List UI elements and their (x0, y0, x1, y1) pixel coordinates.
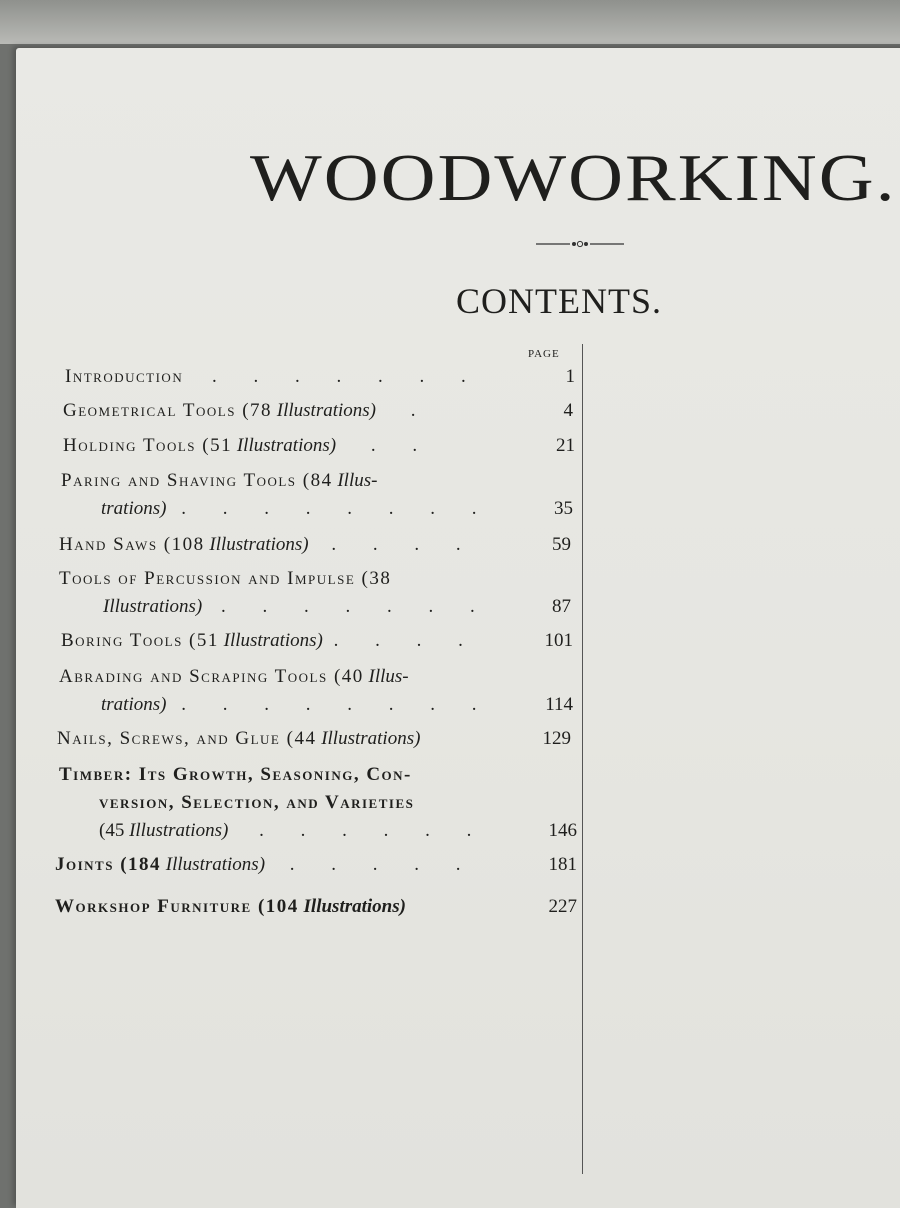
toc-entry-page: 227 (548, 896, 577, 917)
toc-entry-page: 114 (545, 694, 573, 715)
leader-dots: . (410, 400, 432, 421)
leader-dots: . . . . . (289, 854, 477, 875)
toc-entry-title: Abrading and Scraping Tools (40 (59, 666, 364, 687)
toc-entry-illustrations: Illustrations) (165, 854, 266, 875)
toc-entry-page: 35 (554, 498, 573, 519)
toc-entry-illustrations: Illustrations) (223, 630, 323, 651)
toc-entry-illustrations: Illustrations) (321, 728, 421, 749)
page-column-rule (582, 344, 583, 1174)
contents-heading: CONTENTS. (456, 281, 662, 321)
toc-entry-title: Geometrical Tools (78 (63, 400, 273, 421)
toc-entry-title: Boring Tools (51 (61, 630, 219, 651)
toc-entry-page: 1 (565, 366, 575, 387)
toc-entry-page: 4 (563, 400, 573, 421)
leader-dots: . . . . . . . . (181, 498, 493, 519)
toc-entry-page: 146 (548, 820, 577, 841)
toc-entry-page: 21 (556, 435, 575, 456)
toc-entry-illustrations: Illustrations) (129, 820, 229, 841)
toc-entry-title: Nails, Screws, and Glue (44 (57, 728, 317, 749)
leader-dots: . . (370, 435, 434, 456)
leader-dots: . . . . . . (259, 820, 488, 841)
toc-entry-illustrations: Illustrations) (103, 596, 203, 617)
toc-entry-illustrations: Illustrations) (276, 400, 377, 421)
toc-entry-page: 181 (548, 854, 577, 875)
toc-entry-illustrations: Illus- (337, 470, 378, 491)
toc-entry-title: Paring and Shaving Tools (84 (61, 470, 333, 491)
toc-entry-title: Timber: Its Growth, Seasoning, Con- (59, 764, 412, 785)
toc-entry-title-cont: version, Selection, and Varieties (99, 792, 415, 813)
toc-entry-illustrations: Illustrations) (303, 896, 406, 917)
leader-dots: . . . . . . . (211, 366, 482, 387)
toc-entry-page: 101 (544, 630, 573, 651)
toc-entry-illustrations-cont: trations) (101, 498, 167, 519)
toc-entry-page: 59 (552, 534, 571, 555)
toc-entry-illustrations: Illus- (368, 666, 409, 687)
toc-entry-title: Introduction (65, 366, 184, 387)
leader-dots: . . . . . . . (220, 596, 491, 617)
page-edge (0, 0, 900, 44)
leader-dots: . . . . . . . . (181, 694, 493, 715)
leader-dots: . . . . (333, 630, 479, 651)
page-column-label: PAGE (528, 348, 560, 360)
ornament-divider (536, 238, 624, 250)
toc-entry-illustrations: Illustrations) (209, 534, 309, 555)
book-title: WOODWORKING. (250, 140, 897, 215)
leader-dots: . . . . (331, 534, 477, 555)
book-page (16, 48, 900, 1208)
toc-entry-title: Hand Saws (108 (59, 534, 205, 555)
toc-entry-title: Tools of Percussion and Impulse (38 (59, 568, 392, 589)
toc-entry-title: Holding Tools (51 (63, 435, 233, 456)
toc-entry-count: (45 (99, 820, 125, 841)
toc-entry-illustrations: Illustrations) (236, 435, 337, 456)
toc-entry-illustrations-cont: trations) (101, 694, 167, 715)
toc-entry-title: Workshop Furniture (104 (55, 896, 299, 917)
toc-entry-title: Joints (184 (55, 854, 162, 875)
toc-entry-page: 129 (542, 728, 571, 749)
toc-entry-page: 87 (552, 596, 571, 617)
